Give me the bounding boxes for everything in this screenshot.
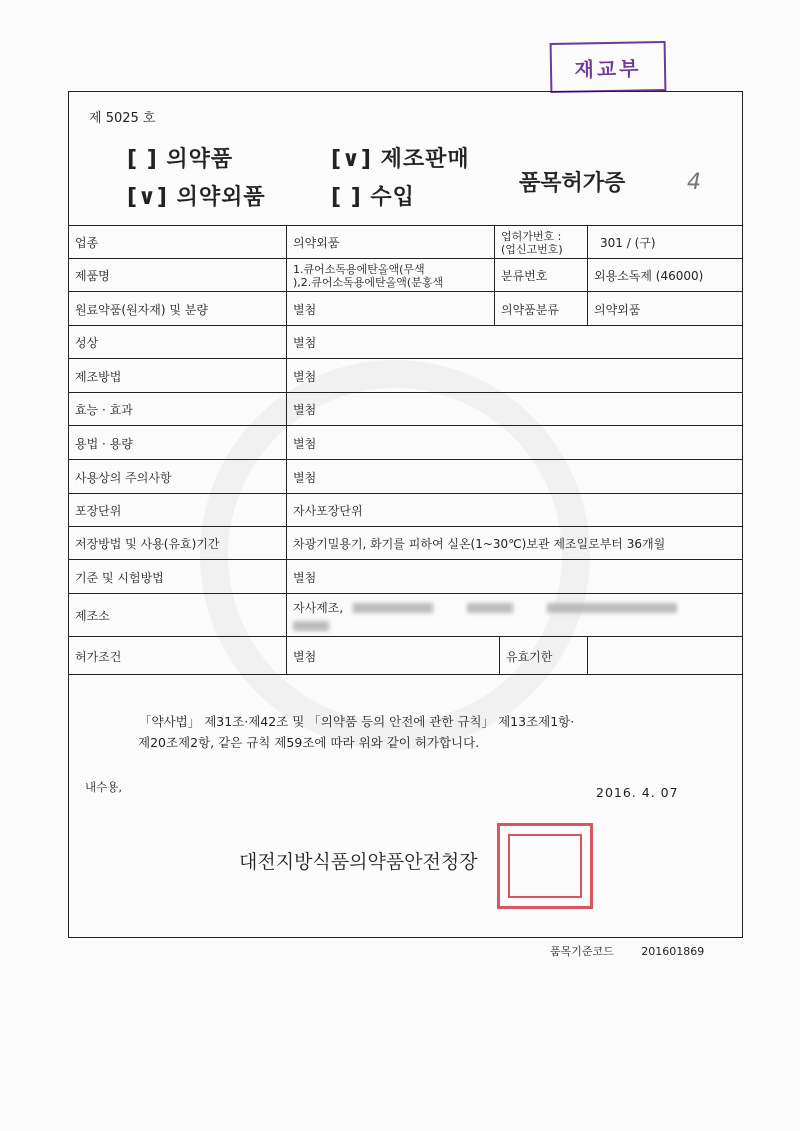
- product-code-label: 품목기준코드: [550, 945, 614, 958]
- product-name-label: 제품명: [69, 259, 287, 292]
- manufacturer-value: [287, 594, 742, 637]
- industry-label: 업종: [69, 226, 287, 259]
- packaging-value: 자사포장단위: [293, 504, 363, 518]
- approval-section: [69, 674, 742, 938]
- checkbox-import: [ ] 수입: [331, 185, 415, 210]
- industry-value: 의약외품: [287, 226, 495, 259]
- issuing-authority: 대전지방식품의약품안전청장: [239, 851, 478, 873]
- appearance-value: 별첨: [293, 336, 317, 350]
- redacted-text: [293, 621, 329, 631]
- license-number-label: 업허가번호 : (업신고번호): [495, 226, 588, 259]
- domestic-use-note: 내수용,: [85, 780, 122, 794]
- permit-form: [68, 91, 743, 938]
- classification-number-label: 분류번호: [495, 259, 588, 292]
- row-conditions: [69, 636, 742, 675]
- row-efficacy: [69, 392, 742, 426]
- conditions-label: 허가조건: [69, 637, 287, 675]
- manufacturing-method-value: 별첨: [293, 369, 317, 384]
- redacted-text: [353, 603, 433, 613]
- legal-statement: [139, 711, 574, 753]
- storage-value: 차광기밀용기, 화기를 피하여 실온(1~30℃)보관 제조일로부터 36개월: [293, 537, 666, 551]
- row-manufacturing-method: [69, 358, 742, 393]
- checkbox-pharmaceutical: [ ] 의약품: [127, 147, 234, 172]
- ingredients-label: 원료약품(원자재) 및 분량: [69, 292, 287, 326]
- appearance-label: 성상: [69, 326, 287, 359]
- row-product-name: [69, 258, 742, 292]
- form-title: 품목허가증: [519, 171, 626, 196]
- row-manufacturer: [69, 593, 742, 637]
- manufacturing-method-label: 제조방법: [69, 359, 287, 393]
- license-number-value: 301 / (구): [600, 236, 656, 250]
- standards-value: 별첨: [293, 570, 317, 585]
- expiry-label: 유효기한: [500, 637, 588, 675]
- product-name-line2: ),2.큐어소독용에탄올액(분홍색: [293, 275, 444, 289]
- product-code: [550, 943, 704, 959]
- redacted-text: [547, 603, 677, 613]
- checkbox-quasi-drug: [∨] 의약외품: [127, 185, 266, 210]
- conditions-value: 별첨: [287, 637, 500, 675]
- document-number: 제 5025 호: [89, 111, 156, 126]
- manufacturer-label: 제조소: [69, 594, 287, 637]
- legal-line-2: 제20조제2항, 같은 규칙 제59조에 따라 위와 같이 허가합니다.: [138, 735, 480, 750]
- row-ingredients: [69, 291, 742, 326]
- row-dosage: [69, 425, 742, 460]
- row-appearance: [69, 325, 742, 359]
- ingredients-value: 별첨: [287, 292, 495, 326]
- caution-label: 사용상의 주의사항: [69, 460, 287, 494]
- row-storage: [69, 526, 742, 560]
- checkbox-manufacture-sale: [∨] 제조판매: [331, 147, 470, 172]
- issue-date: 2016. 4. 07: [596, 785, 679, 800]
- redacted-text: [467, 603, 513, 613]
- product-name-line1: 1.큐어소독용에탄올액(무색: [293, 262, 425, 276]
- row-caution: [69, 459, 742, 494]
- caution-value: 별첨: [293, 470, 317, 485]
- expiry-value: [588, 637, 594, 675]
- legal-line-1: 「약사법」 제31조·제42조 및 「의약품 등의 안전에 관한 규칙」 제13조제1항·: [139, 714, 575, 729]
- packaging-label: 포장단위: [69, 494, 287, 527]
- reissue-stamp: 재교부: [550, 41, 667, 93]
- storage-label: 저장방법 및 사용(유효)기간: [69, 527, 287, 560]
- standards-label: 기준 및 시험방법: [69, 560, 287, 594]
- product-name-value: [287, 259, 495, 292]
- manufacturer-text: 자사제조,: [293, 600, 344, 615]
- row-standards: [69, 559, 742, 594]
- product-code-value: 201601869: [641, 945, 705, 958]
- classification-number-value: 외용소독제 (46000): [594, 269, 704, 283]
- row-packaging: [69, 493, 742, 527]
- dosage-label: 용법 · 용량: [69, 426, 287, 460]
- efficacy-label: 효능 · 효과: [69, 393, 287, 426]
- drug-classification-label: 의약품분류: [495, 292, 588, 326]
- row-industry: [69, 225, 742, 259]
- official-seal: [497, 823, 593, 909]
- dosage-value: 별첨: [293, 436, 317, 451]
- handwritten-mark: 4: [687, 170, 701, 195]
- drug-classification-value: 의약외품: [594, 302, 641, 317]
- efficacy-value: 별첨: [293, 403, 317, 417]
